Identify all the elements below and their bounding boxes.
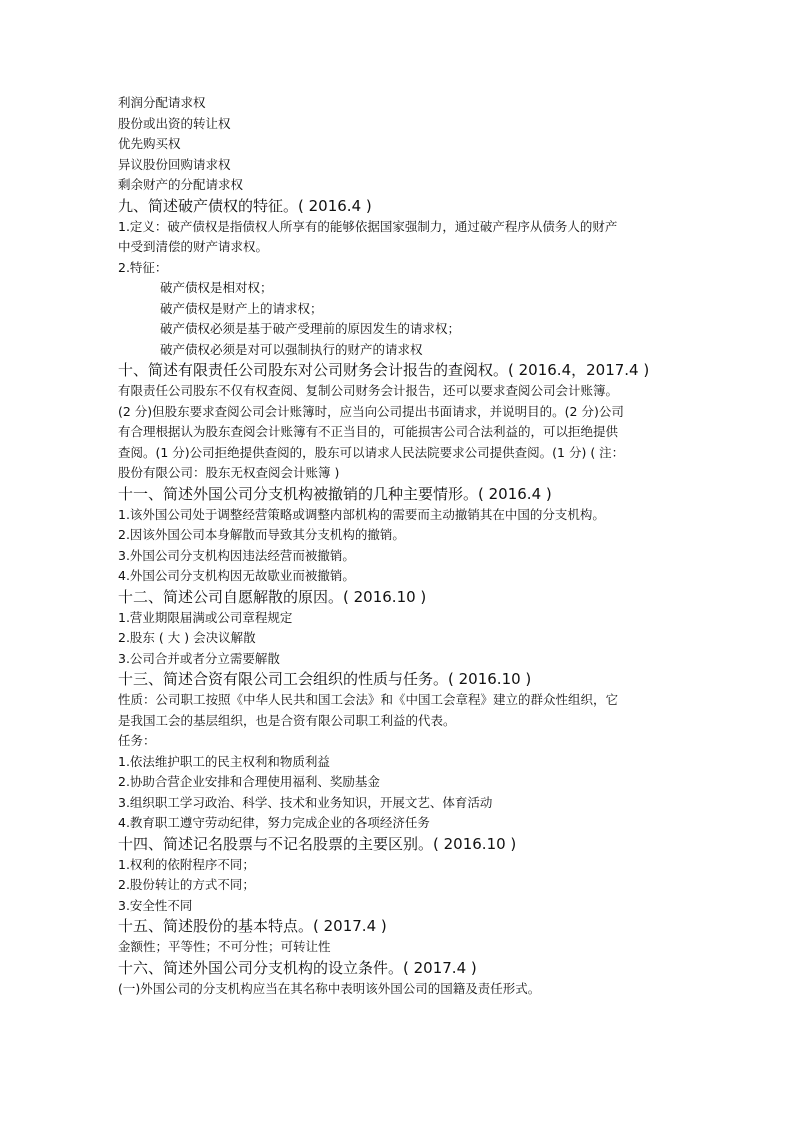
tasks-label: 任务： bbox=[118, 733, 156, 748]
paragraph-line: 金额性；平等性；不可分性；可转让性 bbox=[118, 939, 331, 954]
list-item: 2.股份转让的方式不同； bbox=[118, 877, 255, 892]
list-item: 3.组织职工学习政治、科学、技术和业务知识，开展文艺、体育活动 bbox=[118, 794, 493, 810]
list-item: 2.因该外国公司本身解散而导致其分支机构的撤销。 bbox=[118, 527, 405, 542]
section-14 bbox=[118, 834, 678, 917]
features-label: 2.特征： bbox=[118, 259, 168, 275]
definition-line: 1.定义：破产债权是指债权人所享有的能够依据国家强制力，通过破产程序从债务人的财产 bbox=[118, 218, 618, 234]
list-item: 4.教育职工遵守劳动纪律，努力完成企业的各项经济任务 bbox=[118, 815, 430, 830]
list-item: 3.外国公司分支机构因违法经营而被撤销。 bbox=[118, 547, 355, 563]
section-9 bbox=[118, 196, 678, 361]
definition-line: 中受到清偿的财产请求权。 bbox=[118, 239, 269, 254]
list-item: 1.营业期限届满或公司章程规定 bbox=[118, 609, 293, 625]
section-heading: 十五、简述股份的基本特点。( 2017.4 ) bbox=[118, 917, 387, 935]
list-item: 剩余财产的分配请求权 bbox=[118, 177, 244, 192]
list-item: 优先购买权 bbox=[118, 136, 181, 151]
section-16 bbox=[118, 958, 678, 1000]
list-item: 4.外国公司分支机构因无故歇业而被撤销。 bbox=[118, 568, 355, 583]
paragraph-line: (一)外国公司的分支机构应当在其名称中表明该外国公司的国籍及责任形式。 bbox=[118, 980, 541, 996]
section-13 bbox=[118, 669, 678, 834]
section-heading: 十三、简述合资有限公司工会组织的性质与任务。( 2016.10 ) bbox=[118, 670, 532, 688]
section-heading: 十、简述有限责任公司股东对公司财务会计报告的查阅权。( 2016.4，2017.4 ) bbox=[118, 361, 650, 379]
list-item: 破产债权是财产上的请求权； bbox=[160, 300, 323, 316]
paragraph-line: 查阅。(1 分)公司拒绝提供查阅的，股东可以请求人民法院要求公司提供查阅。(1 分) ( 注： bbox=[118, 444, 625, 460]
section-heading: 十二、简述公司自愿解散的原因。( 2016.10 ) bbox=[118, 587, 427, 606]
list-item: 1.权利的依附程序不同； bbox=[118, 856, 255, 872]
section-11 bbox=[118, 484, 678, 587]
rights-list bbox=[118, 93, 678, 196]
section-heading: 十六、简述外国公司分支机构的设立条件。( 2017.4 ) bbox=[118, 958, 477, 977]
list-item: 2.股东 ( 大 ) 会决议解散 bbox=[118, 630, 256, 645]
list-item: 1.该外国公司处于调整经营策略或调整内部机构的需要而主动撤销其在中国的分支机构。 bbox=[118, 506, 605, 522]
paragraph-line: 有限责任公司股东不仅有权查阅、复制公司财务会计报告，还可以要求查阅公司会计账簿。 bbox=[118, 383, 619, 398]
list-item: 3.公司合并或者分立需要解散 bbox=[118, 650, 280, 666]
list-item: 破产债权必须是对可以强制执行的财产的请求权 bbox=[160, 341, 423, 357]
section-12 bbox=[118, 587, 678, 670]
section-heading: 十一、简述外国公司分支机构被撤销的几种主要情形。( 2016.4 ) bbox=[118, 484, 552, 503]
nature-line: 是我国工会的基层组织，也是合资有限公司职工利益的代表。 bbox=[118, 712, 456, 728]
paragraph-line: 有合理根据认为股东查阅会计账簿有不正当目的，可能损害公司合法利益的，可以拒绝提供 bbox=[118, 424, 619, 439]
nature-line: 性质：公司职工按照《中华人民共和国工会法》和《中国工会章程》建立的群众性组织，它 bbox=[118, 692, 619, 707]
section-10 bbox=[118, 360, 678, 484]
list-item: 异议股份回购请求权 bbox=[118, 156, 231, 172]
list-item: 破产债权必须是基于破产受理前的原因发生的请求权； bbox=[160, 321, 461, 336]
list-item: 1.依法维护职工的民主权利和物质利益 bbox=[118, 753, 330, 769]
paragraph-line: (2 分)但股东要求查阅公司会计账簿时，应当向公司提出书面请求，并说明目的。(2 分)公司 bbox=[118, 403, 624, 419]
list-item: 3.安全性不同 bbox=[118, 897, 193, 913]
document-page bbox=[118, 93, 678, 999]
paragraph-line: 股份有限公司：股东无权查阅会计账簿 ) bbox=[118, 465, 340, 480]
section-heading: 十四、简述记名股票与不记名股票的主要区别。( 2016.10 ) bbox=[118, 834, 517, 853]
list-item: 利润分配请求权 bbox=[118, 95, 206, 110]
section-heading: 九、简述破产债权的特征。( 2016.4 ) bbox=[118, 196, 372, 215]
section-15 bbox=[118, 916, 678, 958]
list-item: 2.协助合营企业安排和合理使用福利、奖励基金 bbox=[118, 774, 380, 789]
list-item: 破产债权是相对权； bbox=[160, 280, 273, 295]
list-item: 股份或出资的转让权 bbox=[118, 115, 231, 131]
